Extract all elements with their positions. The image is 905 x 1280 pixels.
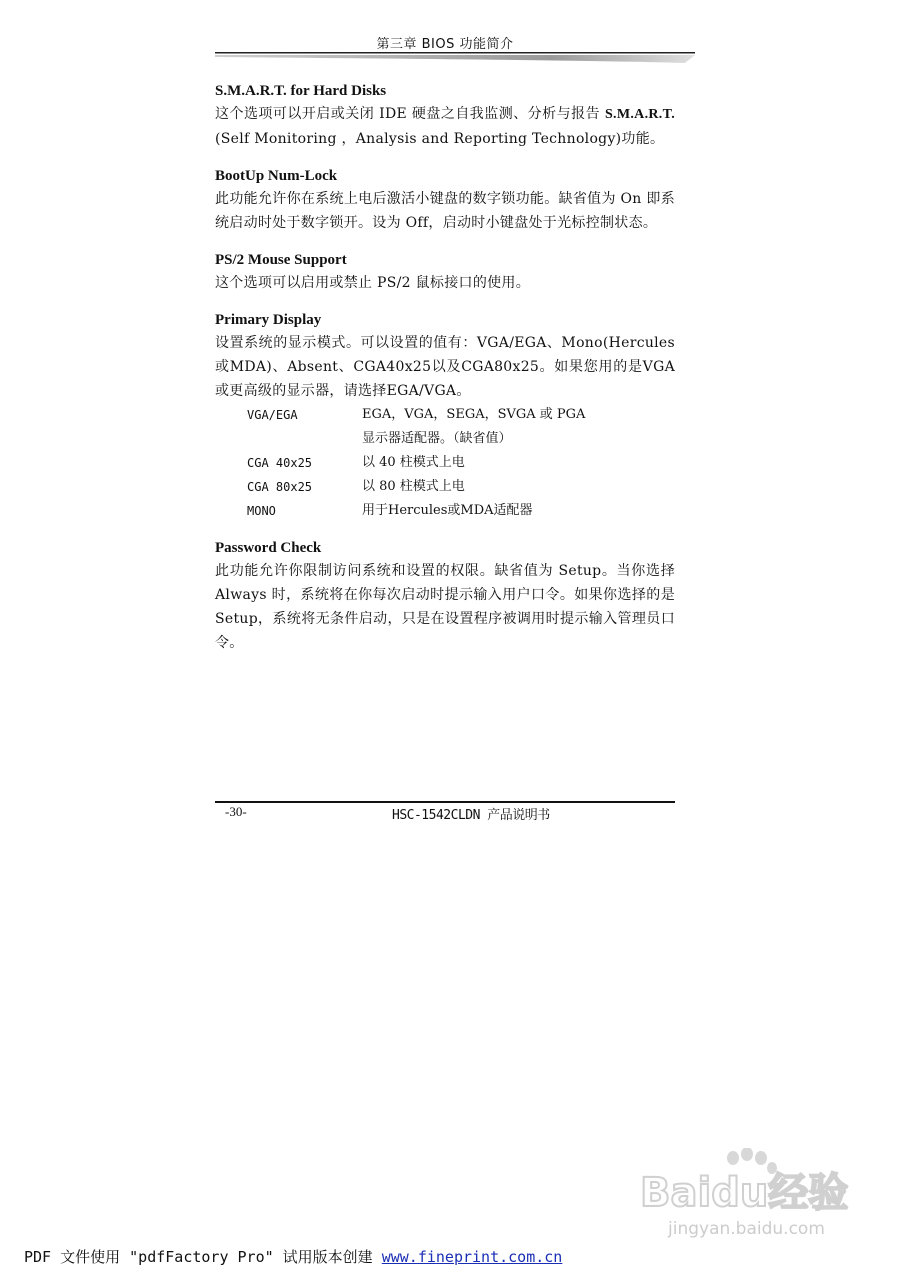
- section-text: 此功能允许你限制访问系统和设置的权限。缺省值为 Setup。当你选择 Always 时，系统将在你每次启动时提示输入用户口令。如果你选择的是 Setup，系统将无条件启动，只是在设置程序被调用时提示输入管理员口令。: [215, 563, 675, 651]
- section-text: [215, 102, 675, 151]
- text-segment: 这个选项可以开启或关闭 IDE 硬盘之自我监测、分析与报告: [215, 106, 605, 122]
- display-desc: 显示器适配器。（缺省值）: [362, 431, 512, 446]
- section-primary-display: [215, 309, 675, 523]
- display-row: [247, 451, 675, 475]
- text-segment: (Self Monitoring ，Analysis and Reporting Technology)功能。: [215, 131, 665, 147]
- watermark-url: jingyan.baidu.com: [668, 1219, 825, 1239]
- display-mode: CGA 40x25: [247, 456, 313, 470]
- pdf-creator-note: [24, 1246, 562, 1267]
- section-smart: [215, 80, 675, 151]
- display-desc: EGA，VGA，SEGA，SVGA 或 PGA: [362, 407, 586, 422]
- section-title: Password Check: [215, 540, 322, 556]
- display-row: [247, 475, 675, 499]
- baidu-watermark: [640, 1148, 860, 1248]
- display-mode: CGA 80x25: [247, 480, 313, 494]
- display-mode: MONO: [247, 504, 276, 518]
- display-mode-table: [247, 403, 675, 523]
- page-number: -30-: [225, 804, 247, 819]
- display-row: [247, 499, 675, 523]
- watermark-brand: Baidu经验: [640, 1170, 849, 1216]
- display-mode: [247, 427, 362, 451]
- footer-divider: [215, 801, 675, 803]
- display-desc: 以 80 柱模式上电: [362, 479, 465, 494]
- section-password-check: [215, 537, 675, 655]
- section-text: 这个选项可以启用或禁止 PS/2 鼠标接口的使用。: [215, 275, 531, 291]
- section-title: BootUp Num-Lock: [215, 168, 338, 184]
- display-desc: 用于Hercules或MDA适配器: [362, 503, 533, 518]
- document-body: [215, 80, 675, 669]
- section-ps2-mouse: [215, 249, 675, 295]
- fineprint-link[interactable]: www.fineprint.com.cn: [381, 1248, 563, 1266]
- page-header: 第三章 BIOS 功能简介: [376, 37, 514, 52]
- display-desc: 以 40 柱模式上电: [362, 455, 465, 470]
- section-title: S.M.A.R.T. for Hard Disks: [215, 83, 387, 99]
- display-row: [247, 427, 675, 451]
- section-text: 设置系统的显示模式。可以设置的值有：VGA/EGA、Mono(Hercules或MDA)、Absent、CGA40x25以及CGA80x25。如果您用的是VGA或更高级的显示器，请选择EGA/VGA。: [215, 335, 675, 399]
- pdf-note-text: PDF 文件使用 "pdfFactory Pro" 试用版本创建: [24, 1248, 382, 1266]
- section-text: 此功能允许你在系统上电后激活小键盘的数字锁功能。缺省值为 On 即系统启动时处于数字锁开。设为 Off，启动时小键盘处于光标控制状态。: [215, 191, 675, 231]
- document-name: HSC-1542CLDN 产品说明书: [392, 808, 550, 823]
- section-bootup-numlock: [215, 165, 675, 235]
- section-title: Primary Display: [215, 312, 322, 328]
- bold-term: S.M.A.R.T.: [604, 107, 675, 122]
- header-divider: [215, 52, 695, 66]
- section-title: PS/2 Mouse Support: [215, 252, 347, 268]
- display-row: [247, 403, 675, 427]
- display-mode: VGA/EGA: [247, 408, 298, 422]
